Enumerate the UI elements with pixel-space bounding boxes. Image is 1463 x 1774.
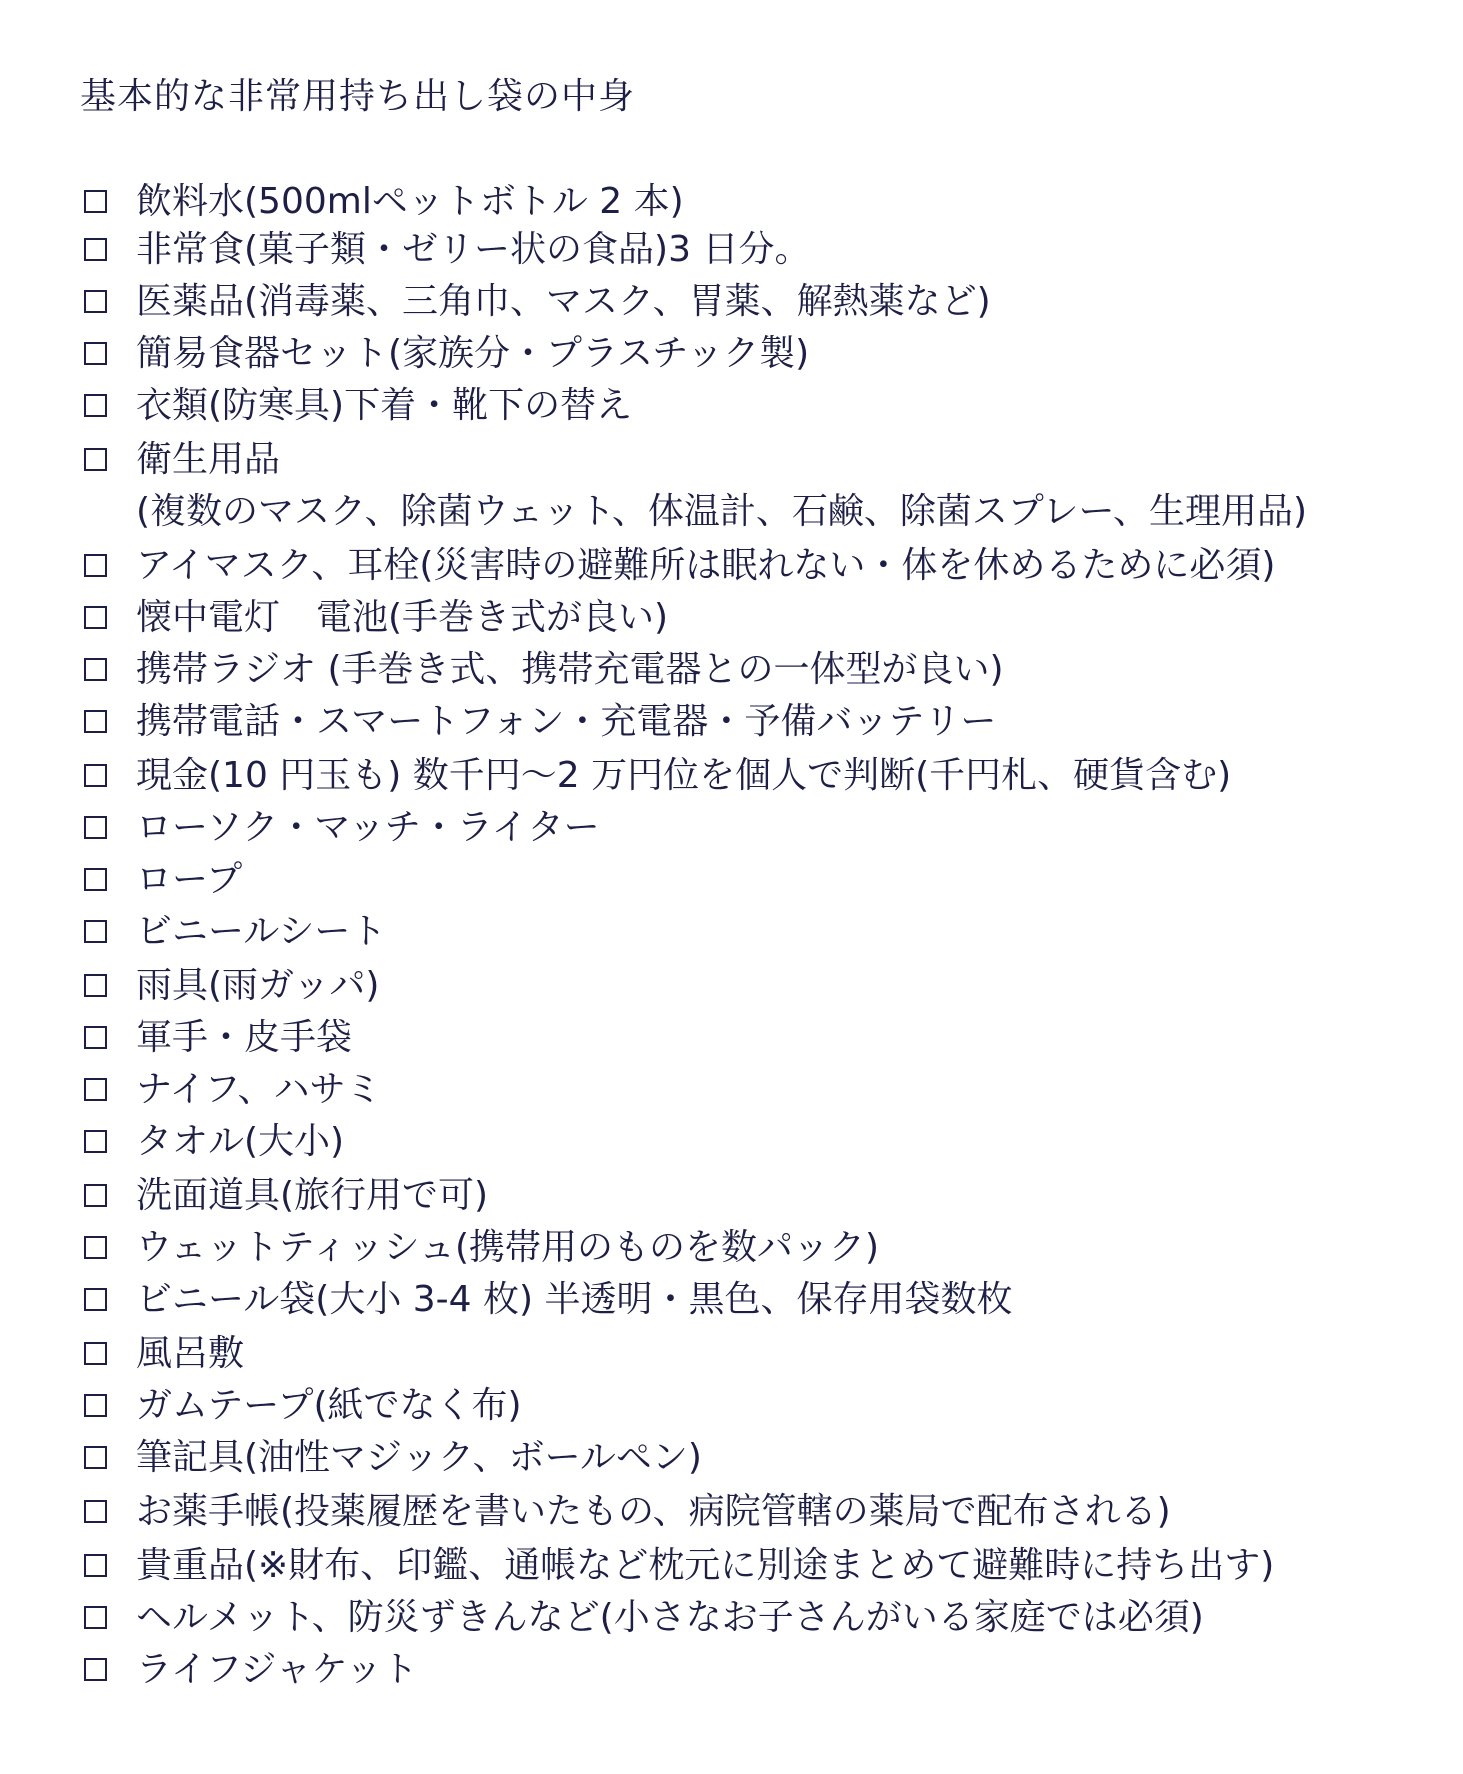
checkbox[interactable] [84,974,107,997]
checkbox[interactable] [84,554,107,577]
checklist-item-label: 衛生用品 [136,439,281,480]
checklist-item-label: 医薬品(消毒薬、三角巾、マスク、胃薬、解熱薬など) [136,281,991,322]
checklist-item-label: お薬手帳(投薬履歴を書いたもの、病院管轄の薬局で配布される) [136,1491,1171,1532]
checkbox[interactable] [84,1184,107,1207]
checklist-item-label: 懐中電灯 電池(手巻き式が良い) [136,597,669,638]
checklist-item-label: 現金(10 円玉も) 数千円～2 万円位を個人で判断(千円札、硬貨含む) [136,755,1232,796]
checklist-item-label: ロープ [136,859,243,900]
checklist-item-label: ローソク・マッチ・ライター [136,807,600,848]
checkbox[interactable] [84,1026,107,1049]
checklist-item-label: 携帯電話・スマートフォン・充電器・予備バッテリー [136,701,997,742]
checklist-item-label: 簡易食器セット(家族分・プラスチック製) [136,333,810,374]
checklist-item-label: アイマスク、耳栓(災害時の避難所は眠れない・体を休めるために必須) [136,545,1276,586]
checkbox[interactable] [84,1394,107,1417]
checkbox[interactable] [84,1446,107,1469]
hygiene-detail: (複数のマスク、除菌ウェット、体温計、石鹸、除菌スプレー、生理用品) [136,491,1308,532]
checkbox[interactable] [84,764,107,787]
checkbox[interactable] [84,190,107,213]
checklist-item-label: 衣類(防寒具)下着・靴下の替え [136,385,633,426]
checkbox[interactable] [84,920,107,943]
checklist-item-label: ビニールシート [136,911,387,952]
checklist-item-label: 風呂敷 [136,1333,245,1374]
checkbox[interactable] [84,868,107,891]
checkbox[interactable] [84,1130,107,1153]
checkbox[interactable] [84,710,107,733]
checkbox[interactable] [84,238,107,261]
checklist-item-label: 貴重品(※財布、印鑑、通帳など枕元に別途まとめて避難時に持ち出す) [136,1545,1275,1586]
checkbox[interactable] [84,290,107,313]
checklist-item-label: ガムテープ(紙でなく布) [136,1385,522,1426]
checkbox[interactable] [84,1078,107,1101]
checklist-item-label: ライフジャケット [136,1649,418,1690]
checkbox[interactable] [84,1236,107,1259]
checkbox[interactable] [84,1554,107,1577]
checklist-item-label: 筆記具(油性マジック、ボールペン) [136,1437,702,1478]
checkbox[interactable] [84,1288,107,1311]
checkbox[interactable] [84,1606,107,1629]
checklist-item-label: 軍手・皮手袋 [136,1017,353,1058]
checklist-item-label: ビニール袋(大小 3-4 枚) 半透明・黒色、保存用袋数枚 [136,1279,1013,1320]
checklist-item-label: 洗面道具(旅行用で可) [136,1175,489,1216]
checklist-item-label: 非常食(菓子類・ゼリー状の食品)3 日分。 [136,229,811,270]
checkbox[interactable] [84,448,107,471]
checklist-item-label: 携帯ラジオ (手巻き式、携帯充電器との一体型が良い) [136,649,1004,690]
checklist-item-label: 雨具(雨ガッパ) [136,965,380,1006]
checkbox[interactable] [84,1500,107,1523]
checklist-item-label: タオル(大小) [136,1121,345,1162]
checklist-item-label: ヘルメット、防災ずきんなど(小さなお子さんがいる家庭では必須) [136,1597,1204,1638]
checklist-item-label: 飲料水(500mlペットボトル 2 本) [136,181,684,222]
checklist-item-label: ナイフ、ハサミ [136,1069,382,1110]
checkbox[interactable] [84,606,107,629]
checkbox[interactable] [84,1658,107,1681]
checkbox[interactable] [84,342,107,365]
checkbox[interactable] [84,394,107,417]
checkbox[interactable] [84,658,107,681]
page-title: 基本的な非常用持ち出し袋の中身 [80,76,636,117]
checkbox[interactable] [84,816,107,839]
checklist-item-label: ウェットティッシュ(携帯用のものを数パック) [136,1227,880,1268]
checkbox[interactable] [84,1342,107,1365]
